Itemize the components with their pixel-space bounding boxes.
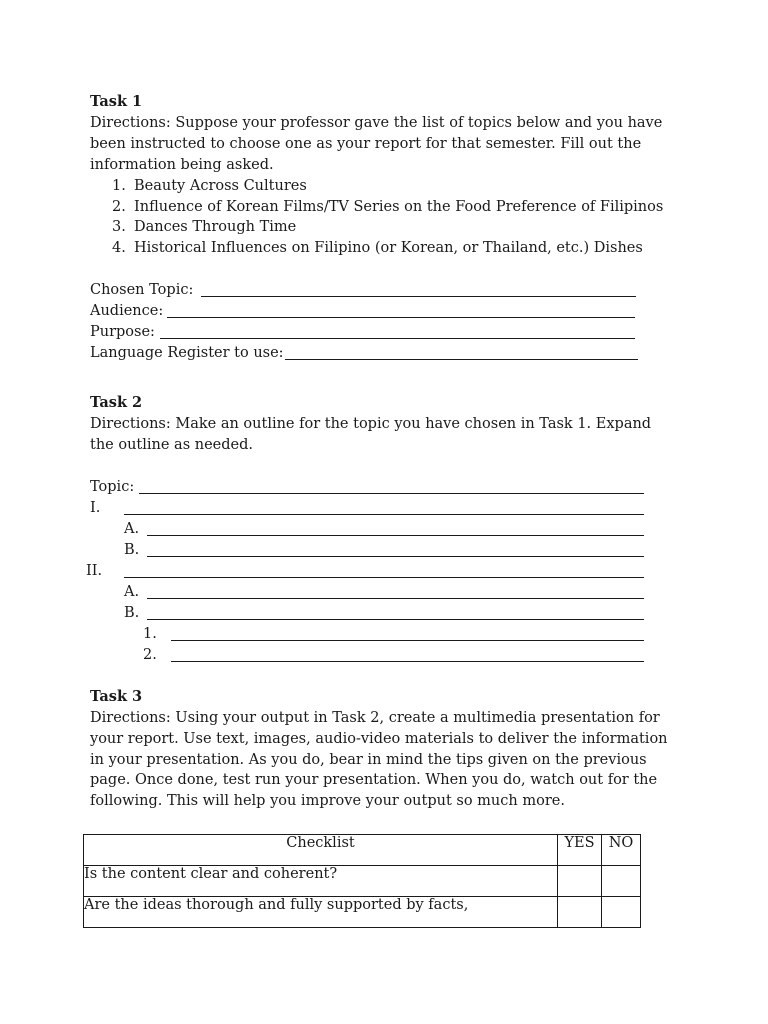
outline-marker: II. [86, 563, 103, 579]
outline-marker: I. [90, 500, 101, 516]
audience-label: Audience: [90, 303, 164, 319]
no-cell[interactable] [602, 866, 641, 897]
outline-blank[interactable] [147, 619, 644, 620]
list-item-number: 4. [112, 240, 126, 256]
outline-topic-blank[interactable] [139, 493, 644, 494]
outline-marker: 2. [143, 647, 157, 663]
outline-topic-label: Topic: [90, 479, 135, 495]
table-row [84, 897, 641, 928]
task2-title: Task 2 [90, 394, 143, 411]
yes-cell[interactable] [558, 897, 602, 928]
outline-blank[interactable] [147, 535, 644, 536]
task1-directions: Directions: Suppose your professor gave the list of topics below and you have been instructed to choose one as your report for that semester. Fill out the information being asked. [90, 115, 663, 173]
no-cell[interactable] [602, 897, 641, 928]
task1-title: Task 1 [90, 93, 143, 110]
outline-blank[interactable] [124, 514, 644, 515]
audience-blank[interactable] [167, 317, 635, 318]
outline-marker: 1. [143, 626, 157, 642]
purpose-label: Purpose: [90, 324, 155, 340]
checklist-header-row [84, 835, 641, 866]
outline-blank[interactable] [171, 640, 644, 641]
list-item-number: 3. [112, 219, 126, 235]
list-item-number: 2. [112, 199, 126, 215]
yes-header: YES [558, 835, 602, 866]
list-item-text: Dances Through Time [134, 219, 297, 235]
list-item-text: Historical Influences on Filipino (or Korean, or Thailand, etc.) Dishes [134, 240, 643, 256]
table-row [84, 866, 641, 897]
list-item-number: 1. [112, 178, 126, 194]
list-item-text: Beauty Across Cultures [134, 178, 307, 194]
no-header: NO [602, 835, 641, 866]
purpose-blank[interactable] [160, 338, 635, 339]
outline-marker: A. [124, 521, 140, 537]
language-register-label: Language Register to use: [90, 345, 284, 361]
outline-marker: A. [124, 584, 140, 600]
outline-blank[interactable] [124, 577, 644, 578]
outline-marker: B. [124, 605, 140, 621]
outline-blank[interactable] [171, 661, 644, 662]
yes-cell[interactable] [558, 866, 602, 897]
list-item-text: Influence of Korean Films/TV Series on the Food Preference of Filipinos [134, 199, 664, 215]
task3-title: Task 3 [90, 688, 143, 705]
outline-marker: B. [124, 542, 140, 558]
checklist-item: Is the content clear and coherent? [84, 866, 558, 897]
checklist-header: Checklist [84, 835, 558, 866]
outline-blank[interactable] [147, 598, 644, 599]
checklist-item: Are the ideas thorough and fully supported by facts, [84, 897, 558, 928]
language-register-blank[interactable] [285, 359, 638, 360]
outline-blank[interactable] [147, 556, 644, 557]
task3-directions: Directions: Using your output in Task 2, create a multimedia presentation for your report. Use text, images, audio-video materials to deliver the information in your presentation. As you do, bear in mind the tips given on the previous page. Once done, test run your presentation. When you do, watch out for the following. This will help you improve your output so much more. [90, 710, 668, 810]
task2-directions: Directions: Make an outline for the topic you have chosen in Task 1. Expand the outline as needed. [90, 416, 652, 453]
checklist-table [83, 834, 641, 928]
chosen-topic-blank[interactable] [201, 296, 636, 297]
chosen-topic-label: Chosen Topic: [90, 282, 194, 298]
